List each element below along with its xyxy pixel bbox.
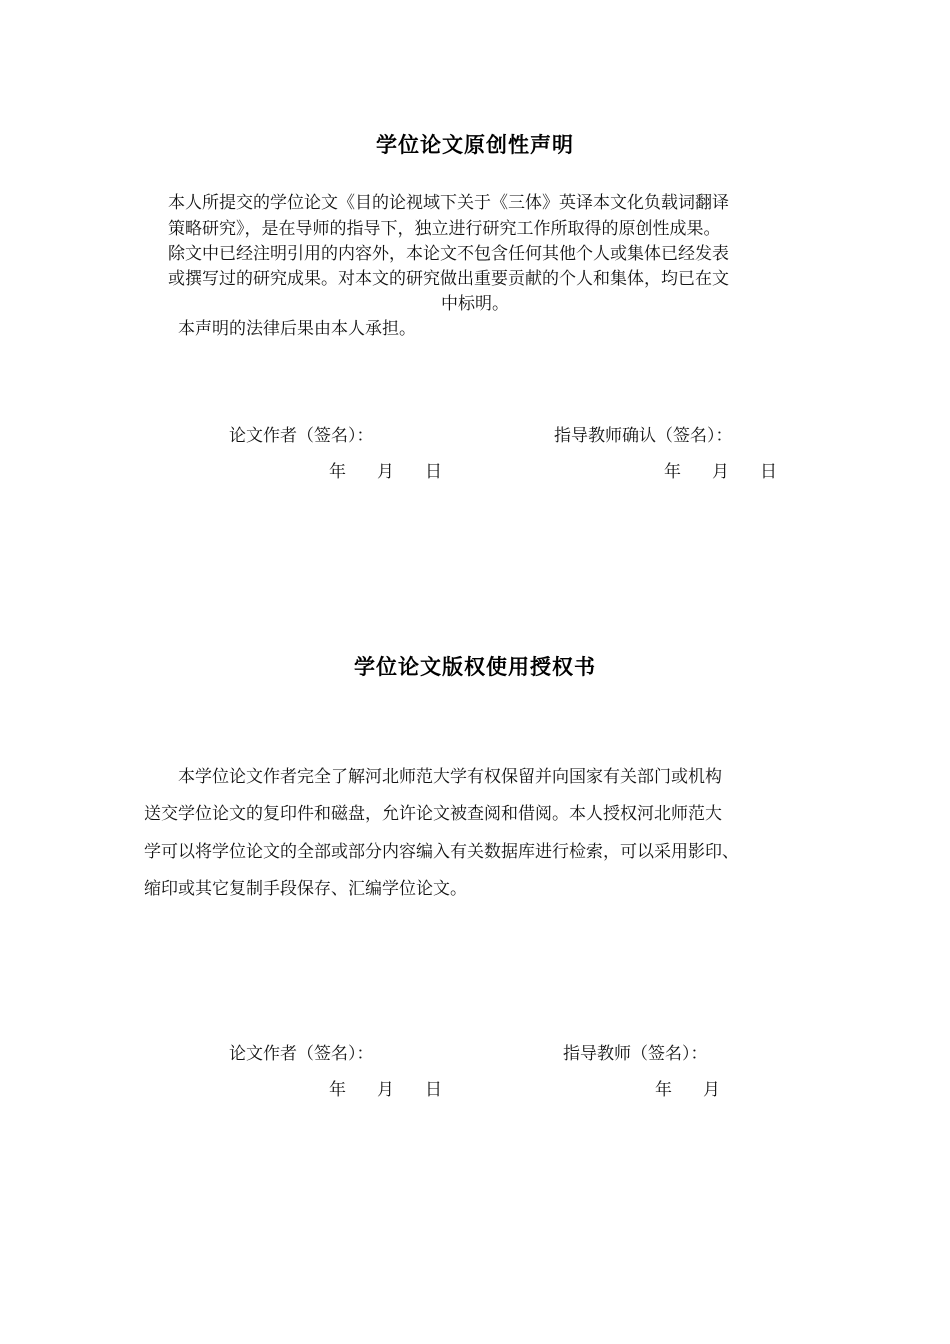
date-year: 年 — [655, 1080, 672, 1100]
date-month: 月 — [703, 1080, 720, 1100]
advisor-signature-label: 指导教师（签名）： — [563, 1044, 708, 1064]
advisor-signature-label: 指导教师确认（签名）： — [554, 426, 733, 446]
date-day: 日 — [760, 462, 777, 482]
date-month: 月 — [712, 462, 729, 482]
authorization-line: 学可以将学位论文的全部或部分内容编入有关数据库进行检索，可以采用影印、 — [144, 842, 739, 862]
author-signature-label: 论文作者（签名）： — [229, 426, 374, 446]
declaration-title: 学位论文原创性声明 — [376, 133, 574, 157]
date-year: 年 — [329, 462, 346, 482]
declaration-line: 策略研究》，是在导师的指导下，独立进行研究工作所取得的原创性成果。 — [168, 219, 721, 239]
author-signature-label: 论文作者（签名）： — [229, 1044, 374, 1064]
date-year: 年 — [664, 462, 681, 482]
authorization-line: 缩印或其它复制手段保存、汇编学位论文。 — [144, 879, 467, 899]
declaration-line: 本人所提交的学位论文《目的论视域下关于《三体》英译本文化负载词翻译 — [168, 193, 729, 213]
declaration-line: 或撰写过的研究成果。对本文的研究做出重要贡献的个人和集体，均已在文 — [168, 269, 729, 289]
date-month: 月 — [377, 462, 394, 482]
authorization-line: 本学位论文作者完全了解河北师范大学有权保留并向国家有关部门或机构 — [178, 767, 722, 787]
authorization-title: 学位论文版权使用授权书 — [354, 655, 596, 679]
date-day: 日 — [425, 462, 442, 482]
declaration-line: 中标明。 — [441, 294, 509, 314]
authorization-line: 送交学位论文的复印件和磁盘，允许论文被查阅和借阅。本人授权河北师范大 — [144, 804, 722, 824]
date-day: 日 — [425, 1080, 442, 1100]
date-year: 年 — [329, 1080, 346, 1100]
declaration-line: 本声明的法律后果由本人承担。 — [178, 319, 416, 339]
date-month: 月 — [377, 1080, 394, 1100]
declaration-line: 除文中已经注明引用的内容外，本论文不包含任何其他个人或集体已经发表 — [168, 244, 729, 264]
